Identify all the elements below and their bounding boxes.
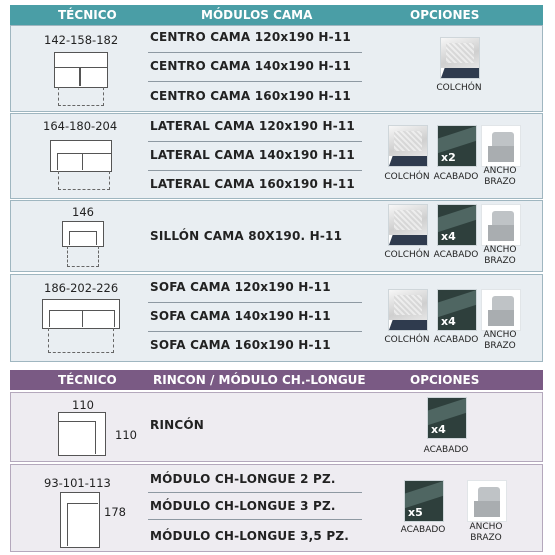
bed-extension-outline [58, 87, 104, 106]
option-label: ACABADO [433, 172, 479, 182]
finish-swatch-icon: x2 [437, 125, 477, 167]
mattress-icon [388, 289, 428, 331]
option-label: ACABADO [433, 335, 479, 345]
option-label: ANCHO BRAZO [483, 330, 517, 351]
option-label: ANCHO BRAZO [483, 166, 517, 187]
header-modulos-cama: MÓDULOS CAMA [201, 8, 313, 22]
option-label: COLCHÓN [384, 172, 430, 182]
bed-extension-outline [67, 246, 99, 267]
mattress-icon [388, 125, 428, 167]
list-item: SOFA CAMA 140x190 H-11 [150, 309, 331, 323]
option-label: ANCHO BRAZO [469, 522, 503, 543]
list-item: SOFA CAMA 120x190 H-11 [150, 280, 331, 294]
chaise-longue-diagram [60, 492, 100, 548]
table-header-rincon [10, 370, 543, 390]
dim-side: 178 [104, 505, 126, 519]
option-label: COLCHÓN [384, 250, 430, 260]
option-label: ACABADO [400, 525, 446, 535]
finish-swatch-icon: x4 [437, 204, 477, 246]
list-item: MÓDULO CH-LONGUE 3 PZ. [150, 499, 336, 513]
header-opciones: OPCIONES [410, 373, 480, 387]
table-header-camas [10, 5, 543, 25]
finish-swatch-icon: x5 [404, 480, 444, 522]
dims-label: 186-202-226 [44, 281, 119, 295]
armrest-icon [481, 289, 521, 331]
finish-swatch-icon: x4 [437, 289, 477, 331]
bed-extension-outline [58, 171, 110, 190]
option-label: ANCHO BRAZO [483, 245, 517, 266]
dims-label: 142-158-182 [44, 33, 119, 47]
dim-top: 93-101-113 [44, 476, 111, 490]
list-item: CENTRO CAMA 120x190 H-11 [150, 30, 351, 44]
sofa-diagram [42, 299, 120, 329]
mattress-icon [440, 37, 480, 79]
armrest-icon [467, 480, 507, 522]
dims-label: 146 [72, 205, 94, 219]
option-label: ACABADO [433, 250, 479, 260]
list-item: LATERAL CAMA 140x190 H-11 [150, 148, 355, 162]
sofa-diagram [54, 52, 108, 88]
header-tecnico: TÉCNICO [58, 373, 117, 387]
armrest-icon [481, 125, 521, 167]
option-label: COLCHÓN [384, 335, 430, 345]
dims-label: 164-180-204 [43, 119, 118, 133]
list-item: SILLÓN CAMA 80X190. H-11 [150, 229, 343, 243]
dim-side: 110 [115, 428, 137, 442]
header-opciones: OPCIONES [410, 8, 480, 22]
list-item: LATERAL CAMA 120x190 H-11 [150, 119, 355, 133]
list-item: SOFA CAMA 160x190 H-11 [150, 338, 331, 352]
dim-top: 110 [72, 398, 94, 412]
header-rincon-modulo: RINCON / MÓDULO CH.-LONGUE [153, 373, 366, 387]
list-item: RINCÓN [150, 418, 204, 432]
list-item: MÓDULO CH-LONGUE 3,5 PZ. [150, 529, 349, 543]
sofa-diagram [50, 140, 112, 172]
list-item: CENTRO CAMA 160x190 H-11 [150, 89, 351, 103]
mattress-icon [388, 204, 428, 246]
list-item: MÓDULO CH-LONGUE 2 PZ. [150, 472, 336, 486]
finish-swatch-icon: x4 [427, 397, 467, 439]
list-item: CENTRO CAMA 140x190 H-11 [150, 59, 351, 73]
option-label: ACABADO [423, 445, 469, 455]
option-label: COLCHÓN [436, 83, 482, 93]
bed-extension-outline [48, 328, 114, 353]
list-item: LATERAL CAMA 160x190 H-11 [150, 177, 355, 191]
corner-diagram [58, 412, 106, 456]
armchair-diagram [62, 221, 104, 247]
header-tecnico: TÉCNICO [58, 8, 117, 22]
armrest-icon [481, 204, 521, 246]
